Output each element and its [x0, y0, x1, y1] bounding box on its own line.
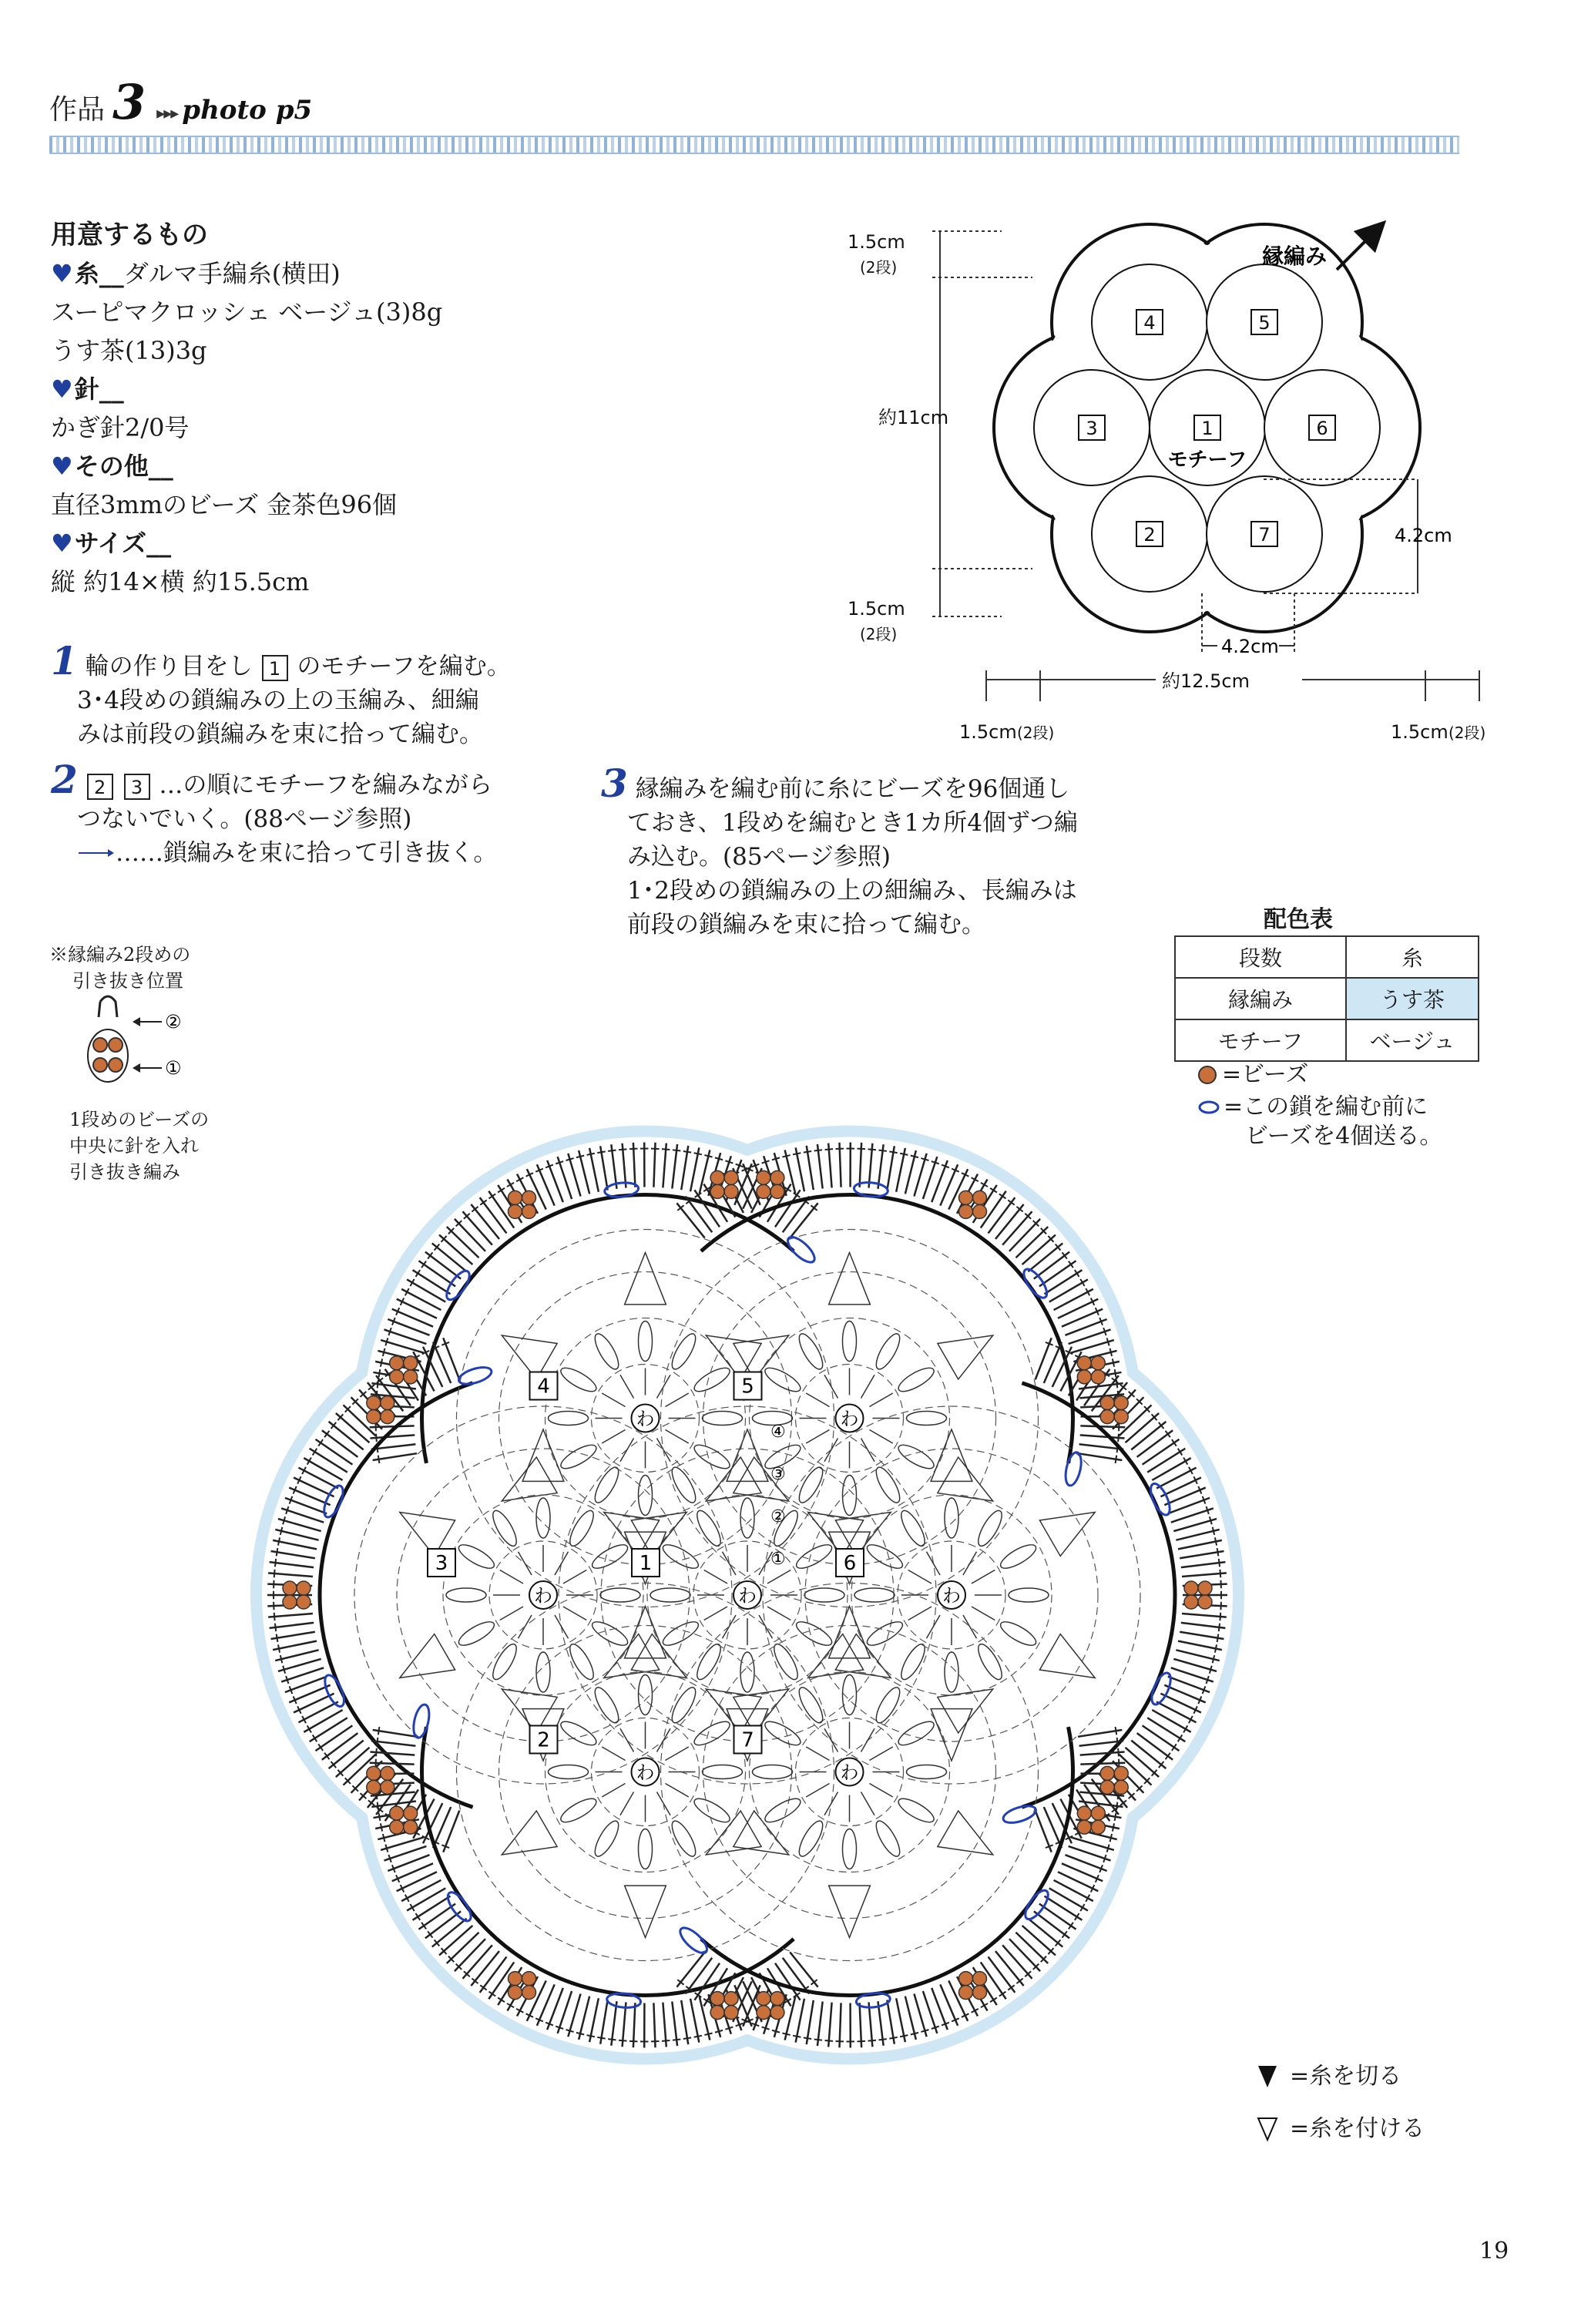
filled-triangle-icon [1256, 2064, 1279, 2090]
bead-icon [297, 1581, 311, 1595]
dim-top-rows: (2段) [860, 258, 898, 277]
slip-stitch-arrow-icon [77, 847, 116, 859]
size-info: 縦 約14×横 約15.5cm [51, 567, 310, 596]
table-cell: 縁編み [1175, 978, 1346, 1019]
bead-icon [1100, 1410, 1114, 1424]
bead-icon [757, 2006, 770, 2020]
bead-icon [724, 1170, 738, 1184]
bead-icon [404, 1820, 418, 1834]
border-stitch-bar [673, 2039, 680, 2040]
border-stitch-bar [377, 1738, 378, 1745]
step-3-line-1: 縁編みを編む前に糸にビーズを96個通し [635, 775, 1070, 803]
bead-icon [710, 1170, 724, 1184]
bead-icon [381, 1410, 394, 1424]
motif-number: 6 [843, 1552, 857, 1575]
color-table-title: 配色表 [1264, 906, 1333, 933]
yarn-brand: ダルマ手編糸(横田) [123, 259, 341, 288]
step-2-text: …の順にモチーフを編みながら [159, 771, 492, 799]
bead-icon [1077, 1806, 1091, 1820]
step-3 [601, 761, 1171, 942]
note-mark-2: ② [165, 1011, 182, 1033]
border-stitch-bar [608, 2039, 616, 2040]
motif-label-3: 3 [1086, 418, 1098, 439]
bead-icon [390, 1370, 404, 1384]
bead-icon [1100, 1780, 1114, 1794]
legend-cut [1256, 2062, 1401, 2091]
dim-right: 4.2cm [1395, 525, 1452, 546]
border-stitch-bar [662, 1149, 670, 1150]
step-3-line-3: み込む。(85ページ参照) [627, 843, 891, 871]
motif-label-2: 2 [1143, 524, 1156, 546]
bead-icon [770, 1184, 784, 1198]
border-arrow-icon [1337, 231, 1375, 270]
bead-icon [770, 1992, 784, 2006]
arrow-icons: ▸▸▸ [156, 104, 178, 123]
table-cell: モチーフ [1175, 1019, 1346, 1061]
legend-attach [1256, 2114, 1425, 2144]
bead-icon [973, 1986, 987, 2000]
dim-height: 約11cm [878, 407, 949, 428]
motif-number: 4 [537, 1375, 550, 1399]
bead-icon [1198, 1595, 1212, 1609]
dim-right-small: 1.5cm [1391, 721, 1448, 743]
step-2-line-3: ……鎖編みを束に拾って引き抜く。 [116, 839, 498, 867]
legend-attach-text: =糸を付ける [1290, 2115, 1425, 2142]
bead-icon [724, 2006, 738, 2020]
round-mark: ① [770, 1550, 786, 1569]
motif-number: 1 [639, 1552, 653, 1575]
bead-icon [367, 1780, 381, 1794]
step-1-line-2: 3･4段めの鎖編みの上の玉編み、細編 [77, 687, 479, 714]
legend-bead-text: =ビーズ [1222, 1061, 1309, 1088]
bead-icon [367, 1766, 381, 1780]
bead-icon [757, 1184, 770, 1198]
bead-icon [1114, 1410, 1128, 1424]
bead-icon [1184, 1595, 1198, 1609]
bead-icon [283, 1581, 297, 1595]
border-stitch-bar [1116, 1802, 1117, 1810]
dim-top-small: 1.5cm [848, 231, 905, 253]
needle-size: かぎ針2/0号 [51, 413, 190, 442]
size-heading: サイズ__ [74, 529, 172, 558]
legend-chain-text-1: =この鎖を編む前に [1224, 1093, 1428, 1120]
border-stitch-bar [274, 1570, 275, 1577]
border-stitch-bar [274, 1613, 275, 1620]
bead-icon [283, 1595, 297, 1609]
bead-icon [1198, 1581, 1212, 1595]
border-stitch-bar [608, 1150, 616, 1151]
bead-icon [390, 1806, 404, 1820]
bead-icon [404, 1370, 418, 1384]
bead-icon [381, 1766, 394, 1780]
heart-icon: ♥ [51, 374, 73, 404]
bead-icon [522, 1986, 535, 2000]
beads-info: 直径3mmのビーズ 金茶色96個 [51, 490, 398, 519]
bead-icon [1077, 1370, 1091, 1384]
motif-number-box: 2 [87, 774, 113, 800]
bead-icon [724, 1184, 738, 1198]
table-header-yarn: 糸 [1346, 936, 1479, 978]
bead-icon [508, 1191, 522, 1204]
work-number: 3 [112, 74, 146, 130]
motif-label-5: 5 [1258, 312, 1271, 334]
border-stitch-bar [619, 2040, 626, 2041]
work-label: 作品 [49, 94, 106, 126]
bead-icon [959, 1972, 973, 1986]
yarn-color-main: スーピマクロッシェ ベージュ(3)8g [51, 297, 443, 327]
ring-symbol: わ [636, 1761, 655, 1784]
schematic-diagram [801, 208, 1541, 778]
bead-icon [1184, 1581, 1198, 1595]
step-3-line-2: ておき、1段めを編むとき1カ所4個ずつ編 [627, 809, 1078, 837]
ring-symbol: わ [840, 1761, 859, 1784]
border-stitch-bar [825, 1149, 833, 1150]
border-stitch-bar [275, 1624, 276, 1631]
bead-icon [1114, 1766, 1128, 1780]
bead-icon [1091, 1356, 1105, 1370]
bead-icon [959, 1204, 973, 1218]
note-line-4: 中央に針を入れ [69, 1135, 199, 1157]
bead-icon [1091, 1806, 1105, 1820]
legend-cut-text: =糸を切る [1290, 2063, 1402, 2090]
motif-label-7: 7 [1258, 524, 1271, 546]
bead-icon [973, 1191, 987, 1204]
bead-icon [959, 1191, 973, 1204]
note-line-3: 1段めのビーズの [69, 1109, 210, 1130]
yarn-heading: 糸__ [74, 259, 124, 288]
border-stitch-bar [662, 2040, 670, 2041]
motif-number-box: 3 [124, 774, 150, 800]
dim-right-rows: (2段) [1448, 724, 1486, 742]
border-caption: 縁編み [1262, 243, 1328, 269]
border-stitch-bar [1219, 1624, 1220, 1631]
bead-icon [1100, 1396, 1114, 1410]
materials-section [51, 216, 590, 601]
other-heading: その他__ [74, 452, 173, 481]
step-1-text-a: 輪の作り目をし [85, 653, 253, 680]
border-stitch-bar [275, 1559, 276, 1567]
step-3-number: 3 [601, 761, 628, 806]
motif-number: 3 [435, 1552, 448, 1575]
border-stitch-bar [878, 2039, 886, 2040]
ring-symbol: わ [840, 1408, 859, 1430]
ring-symbol: わ [738, 1585, 757, 1607]
heart-icon: ♥ [51, 452, 73, 481]
step-1-line-3: みは前段の鎖編みを束に拾って編む。 [77, 720, 483, 748]
ring-symbol: わ [636, 1408, 655, 1430]
bead-icon [973, 1204, 987, 1218]
page-number: 19 [1479, 2238, 1509, 2265]
bead-icon [757, 1170, 770, 1184]
materials-title: 用意するもの [51, 220, 208, 250]
border-stitch-bar [1117, 1738, 1118, 1745]
bead-icon [404, 1356, 418, 1370]
dim-bottom-rows: (2段) [860, 625, 898, 643]
motif-caption: モチーフ [1167, 448, 1247, 472]
round-mark: ④ [770, 1422, 786, 1442]
dim-width: 約12.5cm [1162, 670, 1250, 692]
bead-icon [1091, 1370, 1105, 1384]
step-3-line-5: 前段の鎖編みを束に拾って編む。 [627, 911, 985, 939]
border-stitch-bar [1219, 1559, 1220, 1567]
dim-left-small: 1.5cm [959, 721, 1017, 743]
step-1-text-b: のモチーフを編む。 [297, 653, 511, 680]
bead-icon [710, 1184, 724, 1198]
needle-heading: 針__ [74, 374, 124, 404]
motif-label-4: 4 [1143, 312, 1156, 334]
round-mark: ② [770, 1507, 786, 1526]
bead-icon [710, 1992, 724, 2006]
motif-label-1: 1 [1201, 418, 1213, 439]
bead-icon [1114, 1396, 1128, 1410]
table-cell: ベージュ [1346, 1019, 1479, 1061]
step-3-line-4: 1･2段めの鎖編みの上の細編み、長編みは [627, 877, 1077, 905]
step-2 [51, 757, 575, 870]
bead-icon [367, 1410, 381, 1424]
bead-icon [959, 1986, 973, 2000]
bead-icon [757, 1992, 770, 2006]
bead-icon [367, 1396, 381, 1410]
motif-number: 5 [741, 1375, 754, 1399]
bead-icon [390, 1820, 404, 1834]
table-cell: うす茶 [1346, 978, 1479, 1019]
bead-icon [710, 2006, 724, 2020]
bead-icon [297, 1595, 311, 1609]
motif-number: 2 [537, 1728, 550, 1752]
dim-left-rows: (2段) [1017, 724, 1055, 742]
border-stitch-bar [825, 2040, 833, 2041]
bead-icon [1077, 1356, 1091, 1370]
dim-bottom-small: 1.5cm [848, 598, 905, 620]
bead-icon [508, 1972, 522, 1986]
bead-icon [522, 1191, 535, 1204]
bead-icon [404, 1806, 418, 1820]
motif-label-6: 6 [1316, 418, 1328, 439]
motif-number: 7 [741, 1728, 754, 1752]
step-2-line-2: つないでいく。(88ページ参照) [77, 805, 412, 833]
step-2-number: 2 [51, 757, 78, 802]
note-mark-1: ① [165, 1057, 182, 1079]
heart-icon: ♥ [51, 259, 73, 288]
outline-triangle-icon [1256, 2116, 1279, 2142]
bead-icon [770, 1170, 784, 1184]
bead-icon [508, 1986, 522, 2000]
bead-icon [508, 1204, 522, 1218]
dim-inner: 4.2cm [1221, 636, 1279, 657]
border-stitch-bar [814, 2039, 822, 2040]
decorative-band [49, 136, 1459, 154]
bead-icon [724, 1992, 738, 2006]
bead-icon [381, 1780, 394, 1794]
bead-icon [381, 1396, 394, 1410]
bead-icon [1077, 1820, 1091, 1834]
yarn-color-sub: うす茶(13)3g [51, 336, 207, 365]
heart-icon: ♥ [51, 529, 73, 558]
border-stitch-bar [376, 1748, 377, 1756]
round-mark: ③ [770, 1465, 786, 1484]
bead-icon [973, 1972, 987, 1986]
ring-symbol: わ [942, 1585, 961, 1607]
note-line-1: ※縁編み2段めの [49, 944, 191, 966]
table-header-rows: 段数 [1175, 936, 1346, 978]
bead-icon [522, 1204, 535, 1218]
border-stitch-bar [868, 1149, 875, 1150]
motif-number-box: 1 [262, 655, 288, 681]
border-stitch-bar [878, 1150, 886, 1151]
border-stitch-bar [1118, 1748, 1119, 1756]
step-1-number: 1 [51, 638, 78, 683]
legend-chain-text-2: ビーズを4個送る。 [1245, 1123, 1443, 1150]
photo-reference: photo p5 [182, 95, 313, 126]
bead-icon [522, 1972, 535, 1986]
border-stitch-bar [868, 2040, 875, 2041]
ring-symbol: わ [534, 1585, 552, 1607]
crochet-chart [54, 971, 1456, 2173]
border-stitch-bar [619, 1149, 626, 1150]
bead-icon [1114, 1780, 1128, 1794]
step-1 [51, 638, 575, 751]
bead-icon [1091, 1820, 1105, 1834]
note-line-2: 引き抜き位置 [72, 970, 183, 992]
bead-icon [390, 1356, 404, 1370]
bead-icon [1100, 1766, 1114, 1780]
note-line-5: 引き抜き編み [69, 1161, 180, 1183]
bead-icon [770, 2006, 784, 2020]
